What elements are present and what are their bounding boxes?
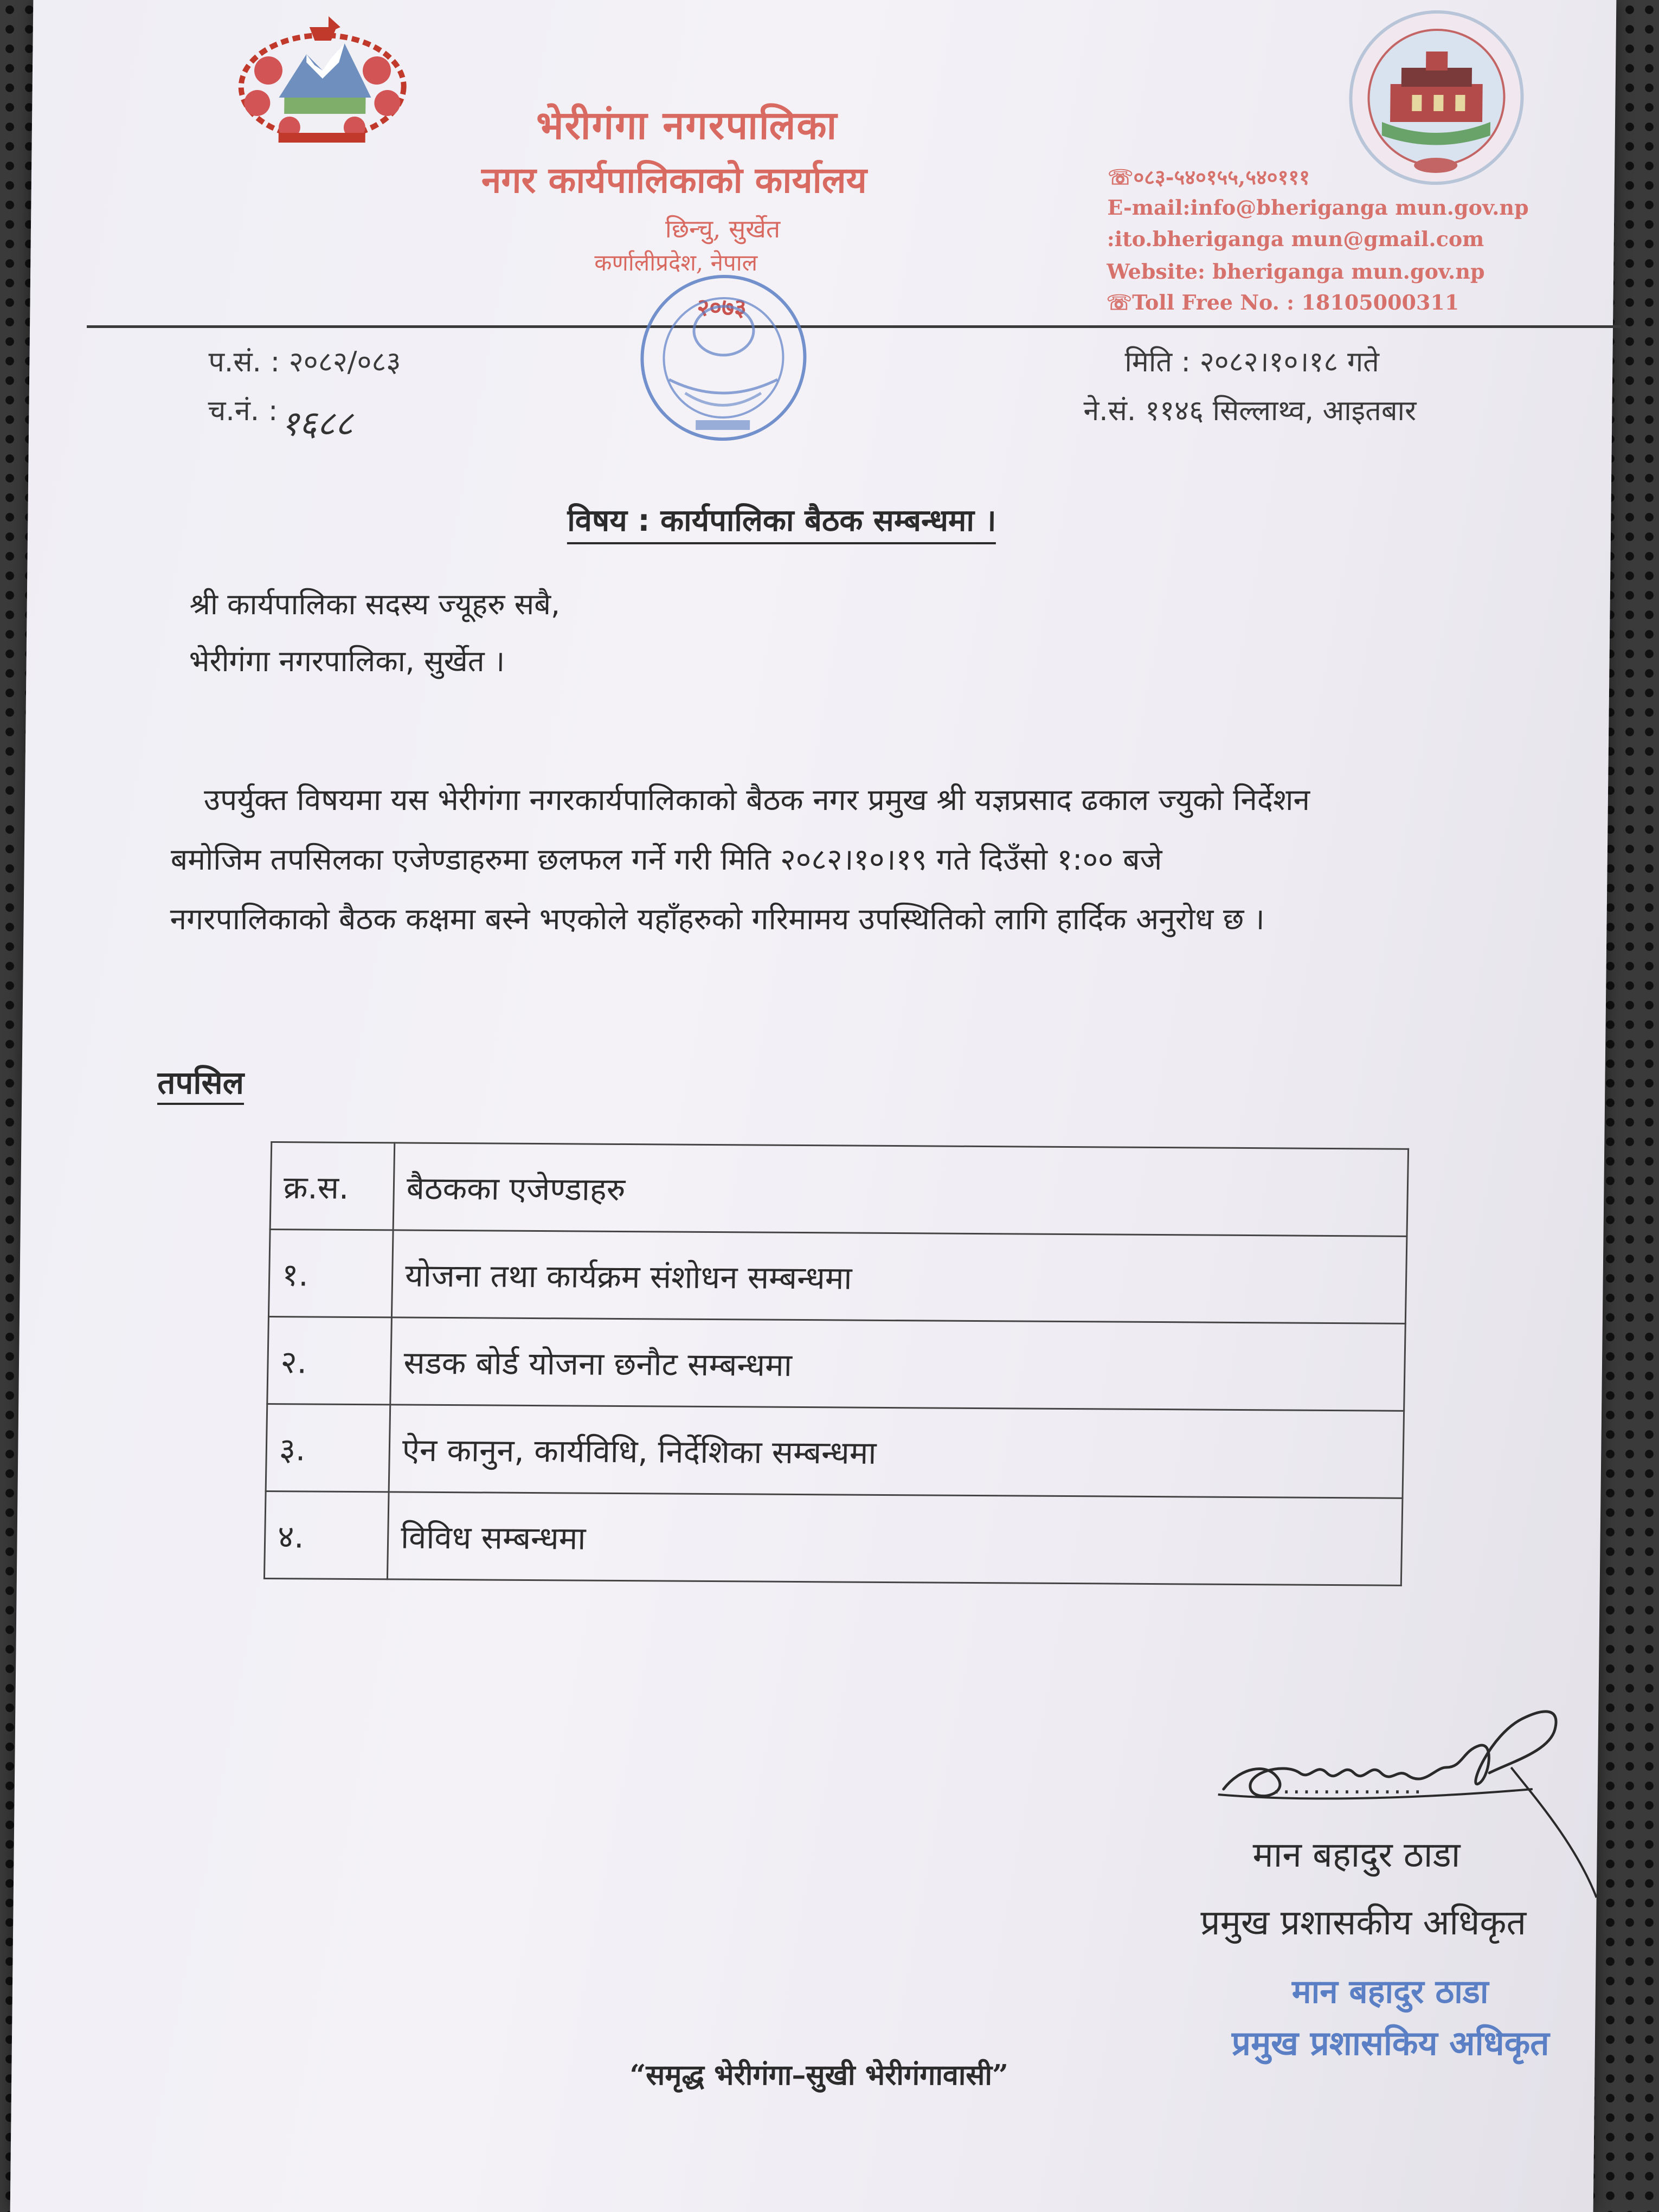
- table-row: [264, 1491, 1402, 1585]
- signatory-title: प्रमुख प्रशासकीय अधिकृत: [1200, 1903, 1527, 1943]
- letter-date: मिति : २०८२।१०।१८ गते: [1124, 346, 1380, 378]
- body-line1: उपर्युक्त विषयमा यस भेरीगंगा नगरकार्यपालिकाको बैठक नगर प्रमुख श्री यज्ञप्रसाद ढकाल ज्युको निर्देशन: [203, 782, 1310, 817]
- table-row: [267, 1317, 1405, 1411]
- addressee-line1: श्री कार्यपालिका सदस्य ज्यूहरु सबै,: [189, 587, 561, 621]
- municipality-logo-icon: [1343, 8, 1529, 187]
- website: Website: bheriganga mun.gov.np: [1106, 259, 1485, 284]
- location-line2: कर्णालीप्रदेश, नेपाल: [594, 249, 758, 276]
- letter-page: [10, 0, 1617, 2212]
- title-stamp: प्रमुख प्रशासकिय अधिकृत: [1231, 2023, 1550, 2063]
- signature-line: ...............: [1272, 1770, 1424, 1799]
- nepal-sambat-date: ने.सं. ११४६ सिल्लाथ्व, आइतबार: [1083, 395, 1417, 427]
- municipality-title: भेरीगंगा नगरपालिका: [536, 102, 838, 148]
- table-header-row: [270, 1142, 1408, 1237]
- table-row: [268, 1230, 1406, 1324]
- municipality-motto: “समृद्ध भेरीगंगा–सुखी भेरीगंगावासी”: [629, 2059, 1009, 2092]
- office-subtitle: नगर कार्यपालिकाको कार्यालय: [481, 159, 867, 201]
- row-agenda: योजना तथा कार्यक्रम संशोधन सम्बन्धमा: [391, 1230, 1407, 1323]
- email-secondary: :ito.bheriganga mun@gmail.com: [1107, 227, 1484, 251]
- row-serial: ४.: [264, 1491, 389, 1579]
- header-divider: [87, 325, 1621, 328]
- annex-heading: तपसिल: [157, 1060, 244, 1105]
- letter-subject: विषय : कार्यपालिका बैठक सम्बन्धमा ।: [567, 499, 996, 544]
- header-agenda: बैठकका एजेण्डाहरु: [393, 1143, 1409, 1236]
- letter-reference-number: प.सं. : २०८२/०८३: [208, 346, 401, 378]
- row-agenda: विविध सम्बन्धमा: [387, 1492, 1403, 1585]
- body-line2: बमोजिम तपसिलका एजेण्डाहरुमा छलफल गर्ने गरी मिति २०८२।१०।१९ गते दिउँसो १:०० बजे: [170, 842, 1162, 877]
- agenda-table: [263, 1141, 1409, 1586]
- phone-number: ☏०८३-५४०१५५,५४०१११: [1107, 165, 1310, 189]
- signatory-name: मान बहादुर ठाडा: [1252, 1835, 1461, 1875]
- row-serial: २.: [267, 1317, 392, 1405]
- nepal-emblem-icon: [218, 11, 426, 152]
- row-agenda: ऐन कानुन, कार्यविधि, निर्देशिका सम्बन्धमा: [389, 1405, 1404, 1498]
- header-serial: क्र.स.: [270, 1142, 395, 1230]
- establishment-year: २०७३: [697, 294, 747, 321]
- toll-free-number: ☏Toll Free No. : 18105000311: [1106, 290, 1459, 314]
- row-serial: १.: [268, 1230, 393, 1317]
- addressee-line2: भेरीगंगा नगरपालिका, सुर्खेत ।: [189, 644, 505, 678]
- dispatch-number-label: च.नं. :: [208, 395, 278, 427]
- row-serial: ३.: [266, 1404, 390, 1492]
- dispatch-number-handwritten: १६८८: [280, 404, 353, 444]
- letter-body: [170, 770, 1565, 949]
- table-row: [266, 1404, 1404, 1499]
- email-primary: E-mail:info@bheriganga mun.gov.np: [1107, 195, 1529, 220]
- location-line1: छिन्चु, सुर्खेत: [665, 214, 781, 243]
- name-stamp: मान बहादुर ठाडा: [1291, 1973, 1489, 2011]
- office-seal-stamp-icon: [609, 266, 838, 445]
- row-agenda: सडक बोर्ड योजना छनौट सम्बन्धमा: [390, 1317, 1406, 1411]
- body-line3: नगरपालिकाको बैठक कक्षमा बस्ने भएकोले यहाँहरुको गरिमामय उपस्थितिको लागि हार्दिक अनुरोध छ ।: [170, 902, 1265, 936]
